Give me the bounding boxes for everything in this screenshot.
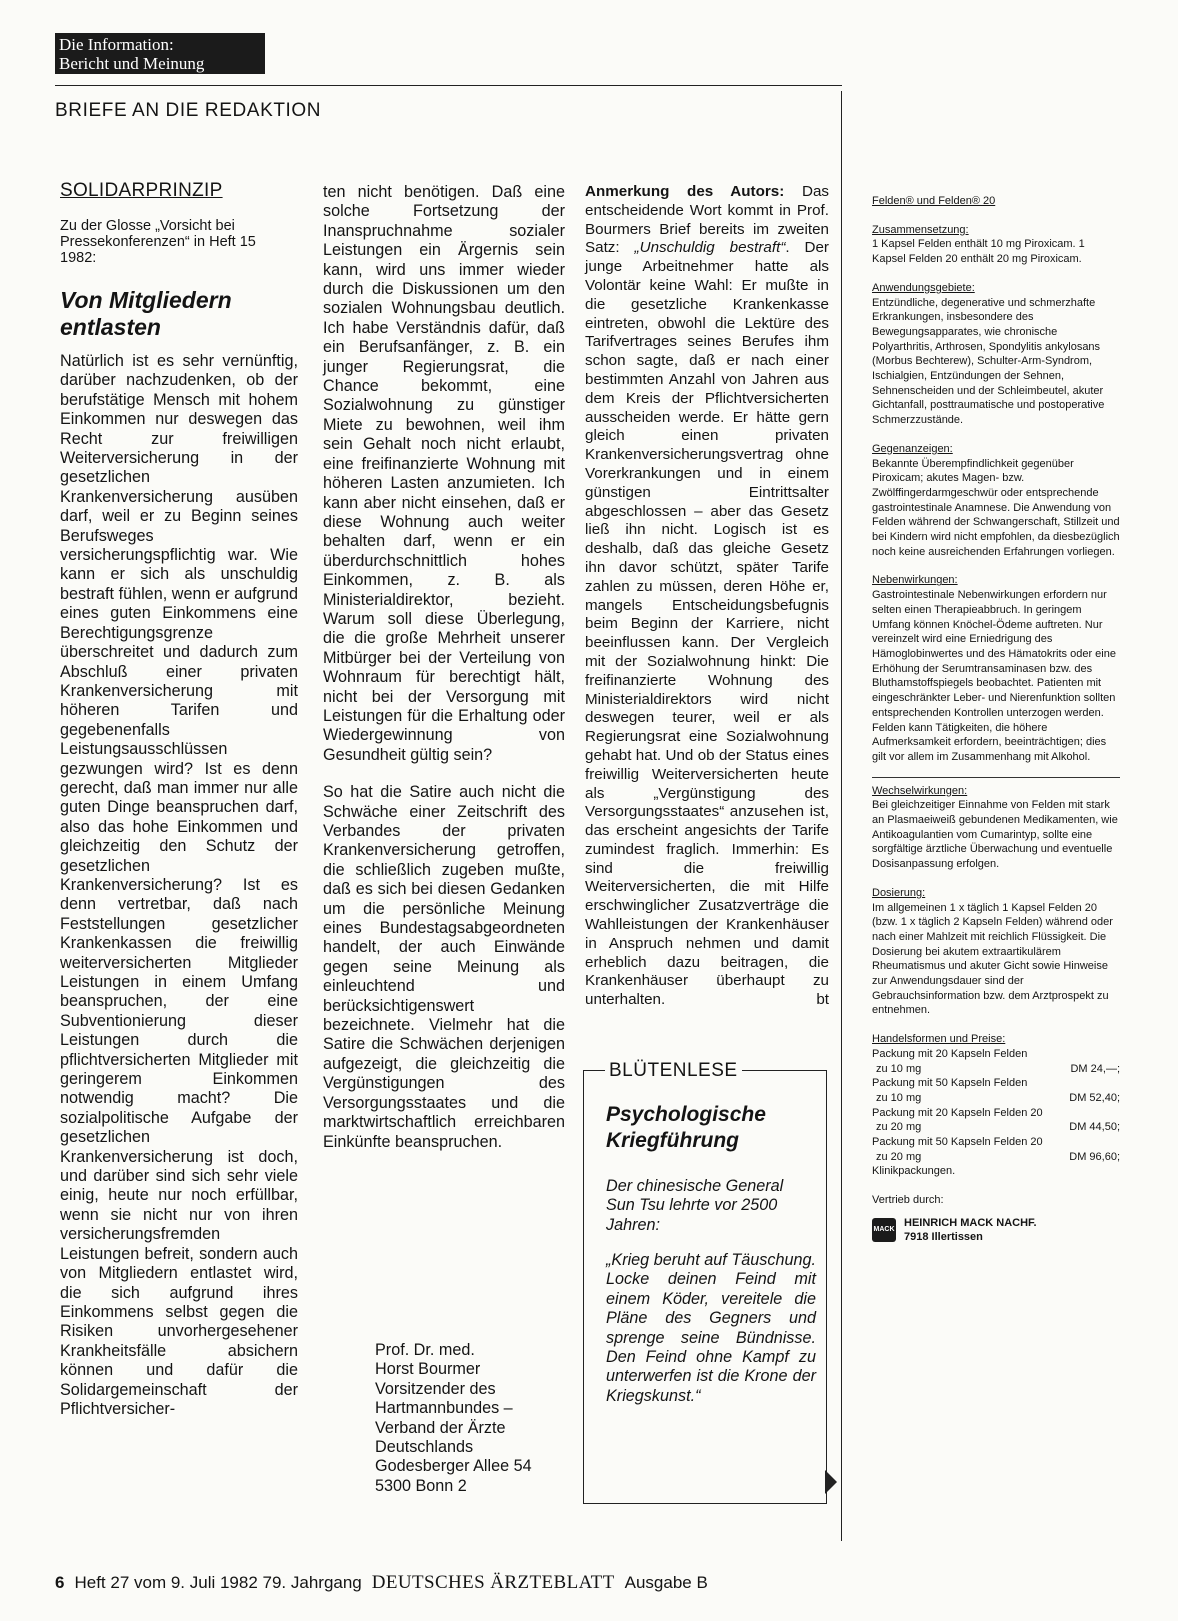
masthead: [55, 33, 265, 74]
author-note-quote: „Unschuldig bestraft“: [634, 239, 786, 257]
price-pack: Packung mit 50 Kapseln Felden 20: [872, 1136, 1043, 1149]
price-dose: zu 10 mg: [876, 1062, 922, 1075]
author-note-label: Anmerkung des Autors:: [585, 183, 785, 200]
price-value: DM 24,—;: [1070, 1062, 1120, 1075]
clinic-packs: Klinikpackungen.: [872, 1165, 956, 1178]
price-value: DM 96,60;: [1069, 1150, 1120, 1163]
price-value: DM 44,50;: [1069, 1121, 1120, 1134]
letter-paragraph: ten nicht benötigen. Daß eine solche Fortsetzung der Inanspruchnahme sozialer Leistungen ein Ärgernis sein kann, wird uns immer wieder durch die Diskussionen um den sozialen Wohnungsbau deutlich. Ich habe Verständnis dafür, daß ein Berufsanfänger, z. B. ein junger Regierungsrat, die Chance bekommt, eine Sozialwohnung zu günstiger Miete zu bewohnen, weil ihm sein Gehalt noch nicht erlaubt, eine freifinanzierte Wohnung mit höheren Lasten anzumieten. Ich kann aber nicht einsehen, daß er diese Wohnung auch weiter behalten darf, wenn er ein überdurchschnittlich hohes Einkommen, z. B. als Ministerialdirektor, bezieht. Warum soll diese Überlegung, die die große Mehrheit unserer Mitbürger bei der Verteilung von Wohnraum für berechtigt hält, nicht bei der Versorgung mit Leistungen für die Erhaltung oder Wiedergewinnung von Gesundheit gültig sein?: [323, 183, 565, 764]
price-pack: Packung mit 20 Kapseln Felden: [872, 1047, 1028, 1060]
mack-logo-icon: MACK: [872, 1218, 896, 1242]
section-text: Gastrointestinale Nebenwirkungen erfordern nur selten einen Therapieabbruch. In geringem Umfang können Knöchel-Ödeme auftreten. Nur vereinzelt wird eine Erniedrigung des Hämoglobinwertes und des Hämatokrits oder eine Erhöhung der Serumtransaminasen bzw. des Bluthamstoffspiegels beobachtet. Patienten mit eingeschränkter Leber- und Nierenfunktion sollten entsprechenden Kontrollen unterzogen werden. Felden kann Tätigkeiten, die höhere Aufmerksamkeit erfordern, beeinträchtigen; dies gilt vor allem im Zusammenhang mit Alkohol.: [872, 589, 1116, 763]
letter-body-col1: Natürlich ist es sehr vernünftig, darüber nachzudenken, ob der berufstätige Mensch mit hohem Einkommen nur deswegen das Recht zur freiwilligen Weiterversicherung in der gesetzlichen Krankenversicherung ausüben darf, weil er zu Beginn seines Berufsweges versicherungspflichtig war. Wie kann er sich als unschuldig bestraft fühlen, wenn er aufgrund eines guten Einkommens eine Berechtigungsgrenze überschreitet und dadurch zum Abschluß einer privaten Krankenversicherung mit höheren Tarifen und gegebenenfalls Leistungsausschlüssen gezwungen wird? Ist es denn gerecht, daß man immer nur alle guten Dinge beanspruchen darf, also das hohe Einkommen und gleichzeitig den Schutz der gesetzlichen Krankenversicherung? Ist es denn vertretbar, daß nach Feststellungen gesetzlicher Krankenkassen die freiwillig weiterversicherten Mitglieder Leistungen in einem Umfang beanspruchen, der eine Subventionierung dieser Leistungen durch die pflichtversicherten Mitglieder mit geringerem Einkommen notwendig macht? Die sozialpolitische Aufgabe der gesetzlichen Krankenversicherung ist doch, und darüber sind sich sehr viele einig, heute nur noch erfüllbar, wenn sie nicht nur von ihren versicherungsfremden Leistungen befreit, sondern auch von Mitgliedern entlastet wird, die sich aufgrund ihres Einkommens selbst gegen die Risiken unvorhergesehener Krankheitsfälle absichern können und dafür die Solidargemeinschaft der Pflichtversicher-: [60, 352, 298, 1418]
signature-line: Hartmannbundes –: [375, 1399, 513, 1418]
section-text: Entzündliche, degenerative und schmerzhafte Erkrankungen, insbesondere des Bewegungsapparates, wie chronische Polyarthritis, Arthrosen, Spondylitis ankylosans (Morbus Bechterew), Schulter-Arm-Syndrom, Ischialgien, Entzündungen der Sehnen, Sehnenscheiden und der Schleimbeutel, akuter Gichtanfall, posttraumatische und postoperative Schmerzzustände.: [872, 296, 1105, 427]
letter-body-col2: [323, 183, 565, 1152]
letter-paragraph: So hat die Satire auch nicht die Schwäche einer Zeitschrift des Verbandes der privaten Krankenversicherung getroffen, die schließlich zugeben mußte, daß es sich bei diesen Gedanken um die persönliche Meinung eines Bundestagsabgeordneten handelt, der auch Einwände gegen seine Meinung als einleuchtend und berücksichtigenswert bezeichnete. Vielmehr hat die Satire die Schwächen derjenigen aufgezeigt, die gleichzeitig die Vergünstigungen des Versorgungsstaates und die marktwirtschaftlich erreichbaren Einkünfte beanspruchen.: [323, 783, 565, 1151]
bluetenlese-lead: Der chinesische General Sun Tsu lehrte vor 2500 Jahren:: [606, 1177, 784, 1234]
product-title: Felden® und Felden® 20: [872, 195, 996, 207]
price-item: [872, 1135, 1120, 1164]
signature-line: Vorsitzender des: [375, 1379, 496, 1398]
section-divider: [872, 777, 1120, 778]
price-item: [872, 1076, 1120, 1105]
top-rule: [55, 85, 842, 86]
price-pack: Packung mit 20 Kapseln Felden 20: [872, 1106, 1043, 1119]
section-text: Bei gleichzeitiger Einnahme von Felden mit stark an Plasmaeiweiß gebundenen Medikamenten, wie Antikoagulantien vom Cumarintyp, sollte eine sorgfältige ärztliche Überwachung und eventuelle Dosisanpassung erfolgen.: [872, 799, 1118, 871]
price-value: DM 52,40;: [1069, 1091, 1120, 1104]
author-initials: bt: [816, 991, 829, 1009]
author-note: [585, 183, 829, 1010]
letter-kicker: SOLIDARPRINZIP: [60, 180, 223, 201]
column-divider: [841, 91, 842, 1541]
price-item: [872, 1047, 1120, 1076]
section-heading: Zusammensetzung:: [872, 223, 969, 236]
masthead-line-2: Bericht und Meinung: [59, 54, 205, 73]
section-heading: Dosierung:: [872, 886, 926, 899]
author-note-text: Das entscheidende Wort kommt in Prof. Bourmers Brief bereits im zweiten Satz:: [585, 183, 829, 257]
price-dose: zu 20 mg: [876, 1121, 922, 1134]
continue-arrow-icon: [825, 1470, 837, 1494]
signature-line: Verband der Ärzte: [375, 1418, 506, 1437]
section-text: Im allgemeinen 1 x täglich 1 Kapsel Felden 20 (bzw. 1 x täglich 2 Kapseln Felden) während oder nach einer Mahlzeit mit reichlich Flüssigkeit. Die Dosierung bei akutem extraartikulärem Rheumatismus und akuter Gicht sowie Hinweise zur Anwendungsdauer sind der Gebrauchsinformation bzw. dem Arztprospekt zu entnehmen.: [872, 901, 1113, 1017]
signature-line: 5300 Bonn 2: [375, 1476, 467, 1495]
product-info-column: [872, 194, 1120, 1245]
edition: Ausgabe B: [624, 1573, 708, 1592]
letter-signature: [375, 1341, 575, 1496]
section-text: 1 Kapsel Felden enthält 10 mg Piroxicam. 1 Kapsel Felden 20 enthält 20 mg Piroxicam.: [872, 238, 1085, 266]
section-heading: Handelsformen und Preise:: [872, 1033, 1006, 1046]
author-note-text: . Der junge Arbeitnehmer hatte als Volontär keine Wahl: Er mußte in die gesetzliche Krankenkasse eintreten, obwohl die Lektüre des Tarifvertrages seines Berufes ihm schon sagte, daß er nach einer bestimmten Anzahl von Jahren aus dem Kreis der Pflichtversicherten ausscheiden werde. Er hätte gern gleich einen privaten Krankenversicherungsvertrag ohne Vorerkrankungen und in einem günstigen Eintrittsalter abgeschlossen – aber das Gesetz ließ ihn nicht. Logisch ist es deshalb, daß das gleiche Gesetz ihn davor schützt, später Tarife zahlen zu müssen, deren Höhe er, mangels Entscheidungsbefugnis beim Beginn der Karriere, nicht beeinflussen kann. Der Vergleich mit der Sozialwohnung hinkt: Die freifinanzierte Wohnung des Ministerialdirektors wird nicht deswegen teurer, weil er als Regierungsrat eine Sozialwohnung gehabt hat. Und ob der Status eines freiwillig Weiterversicherten heute als „Vergünstigung des Versorgungsstaates“ anzusehen ist, das erscheint angesichts der Tarife zumindest fraglich. Immerhin: Es sind die freiwillig Weiterversicherten, die mit Hilfe erschwinglicher Zusatzverträge die Wahlleistungen der Krankenhäuser in Anspruch nehmen und damit erheblich dazu beitragen, die Krankenhäuser überhaupt zu unterhalten.: [585, 239, 829, 1009]
signature-line: Godesberger Allee 54: [375, 1457, 532, 1476]
bluetenlese-label: BLÜTENLESE: [605, 1060, 742, 1082]
price-item: [872, 1106, 1120, 1135]
section-heading: Nebenwirkungen:: [872, 574, 958, 587]
page-footer: [55, 1572, 708, 1594]
signature-line: Horst Bourmer: [375, 1360, 481, 1379]
page-number: 6: [55, 1573, 65, 1592]
section-title: BRIEFE AN DIE REDAKTION: [55, 100, 322, 121]
signature-line: Deutschlands: [375, 1438, 474, 1457]
distributor-label: Vertrieb durch:: [872, 1194, 944, 1207]
issue-info: Heft 27 vom 9. Juli 1982 79. Jahrgang: [74, 1573, 362, 1592]
price-dose: zu 10 mg: [876, 1091, 922, 1104]
company-name: HEINRICH MACK NACHF.: [904, 1216, 1037, 1229]
section-text: Bekannte Überempfindlichkeit gegenüber Piroxicam; akutes Magen- bzw. Zwölffingerdarmgeschwür oder entsprechende gastrointestinale Anamnese. Die Anwendung von Felden während der Schwangerschaft, Stillzeit und bei Kindern wird nicht empfohlen, da diesbezüglich noch keine ausreichenden Erfahrungen vorliegen.: [872, 457, 1120, 558]
section-heading: Wechselwirkungen:: [872, 784, 968, 797]
price-pack: Packung mit 50 Kapseln Felden: [872, 1077, 1028, 1090]
letter-subtitle: Zu der Glosse „Vorsicht bei Pressekonferenzen“ in Heft 15 1982:: [60, 218, 256, 266]
letter-headline: Von Mitgliedern entlasten: [60, 287, 232, 340]
bluetenlese-quote: „Krieg beruht auf Täuschung. Locke deinen Feind mit einem Köder, vereitele die Pläne des Gegners und sprenge seine Bündnisse. Den Feind ohne Kampf zu unterwerfen ist die Krone der Kriegskunst.“: [606, 1251, 816, 1405]
section-heading: Anwendungsgebiete:: [872, 281, 975, 294]
company-city: 7918 Illertissen: [904, 1230, 983, 1243]
distributor: [872, 1216, 1120, 1245]
masthead-line-1: Die Information:: [59, 35, 174, 54]
publication-name: DEUTSCHES ÄRZTEBLATT: [371, 1572, 615, 1593]
price-dose: zu 20 mg: [876, 1150, 922, 1163]
signature-line: Prof. Dr. med.: [375, 1341, 475, 1359]
section-heading: Gegenanzeigen:: [872, 442, 953, 455]
bluetenlese-headline: Psychologische Kriegführung: [606, 1103, 766, 1152]
